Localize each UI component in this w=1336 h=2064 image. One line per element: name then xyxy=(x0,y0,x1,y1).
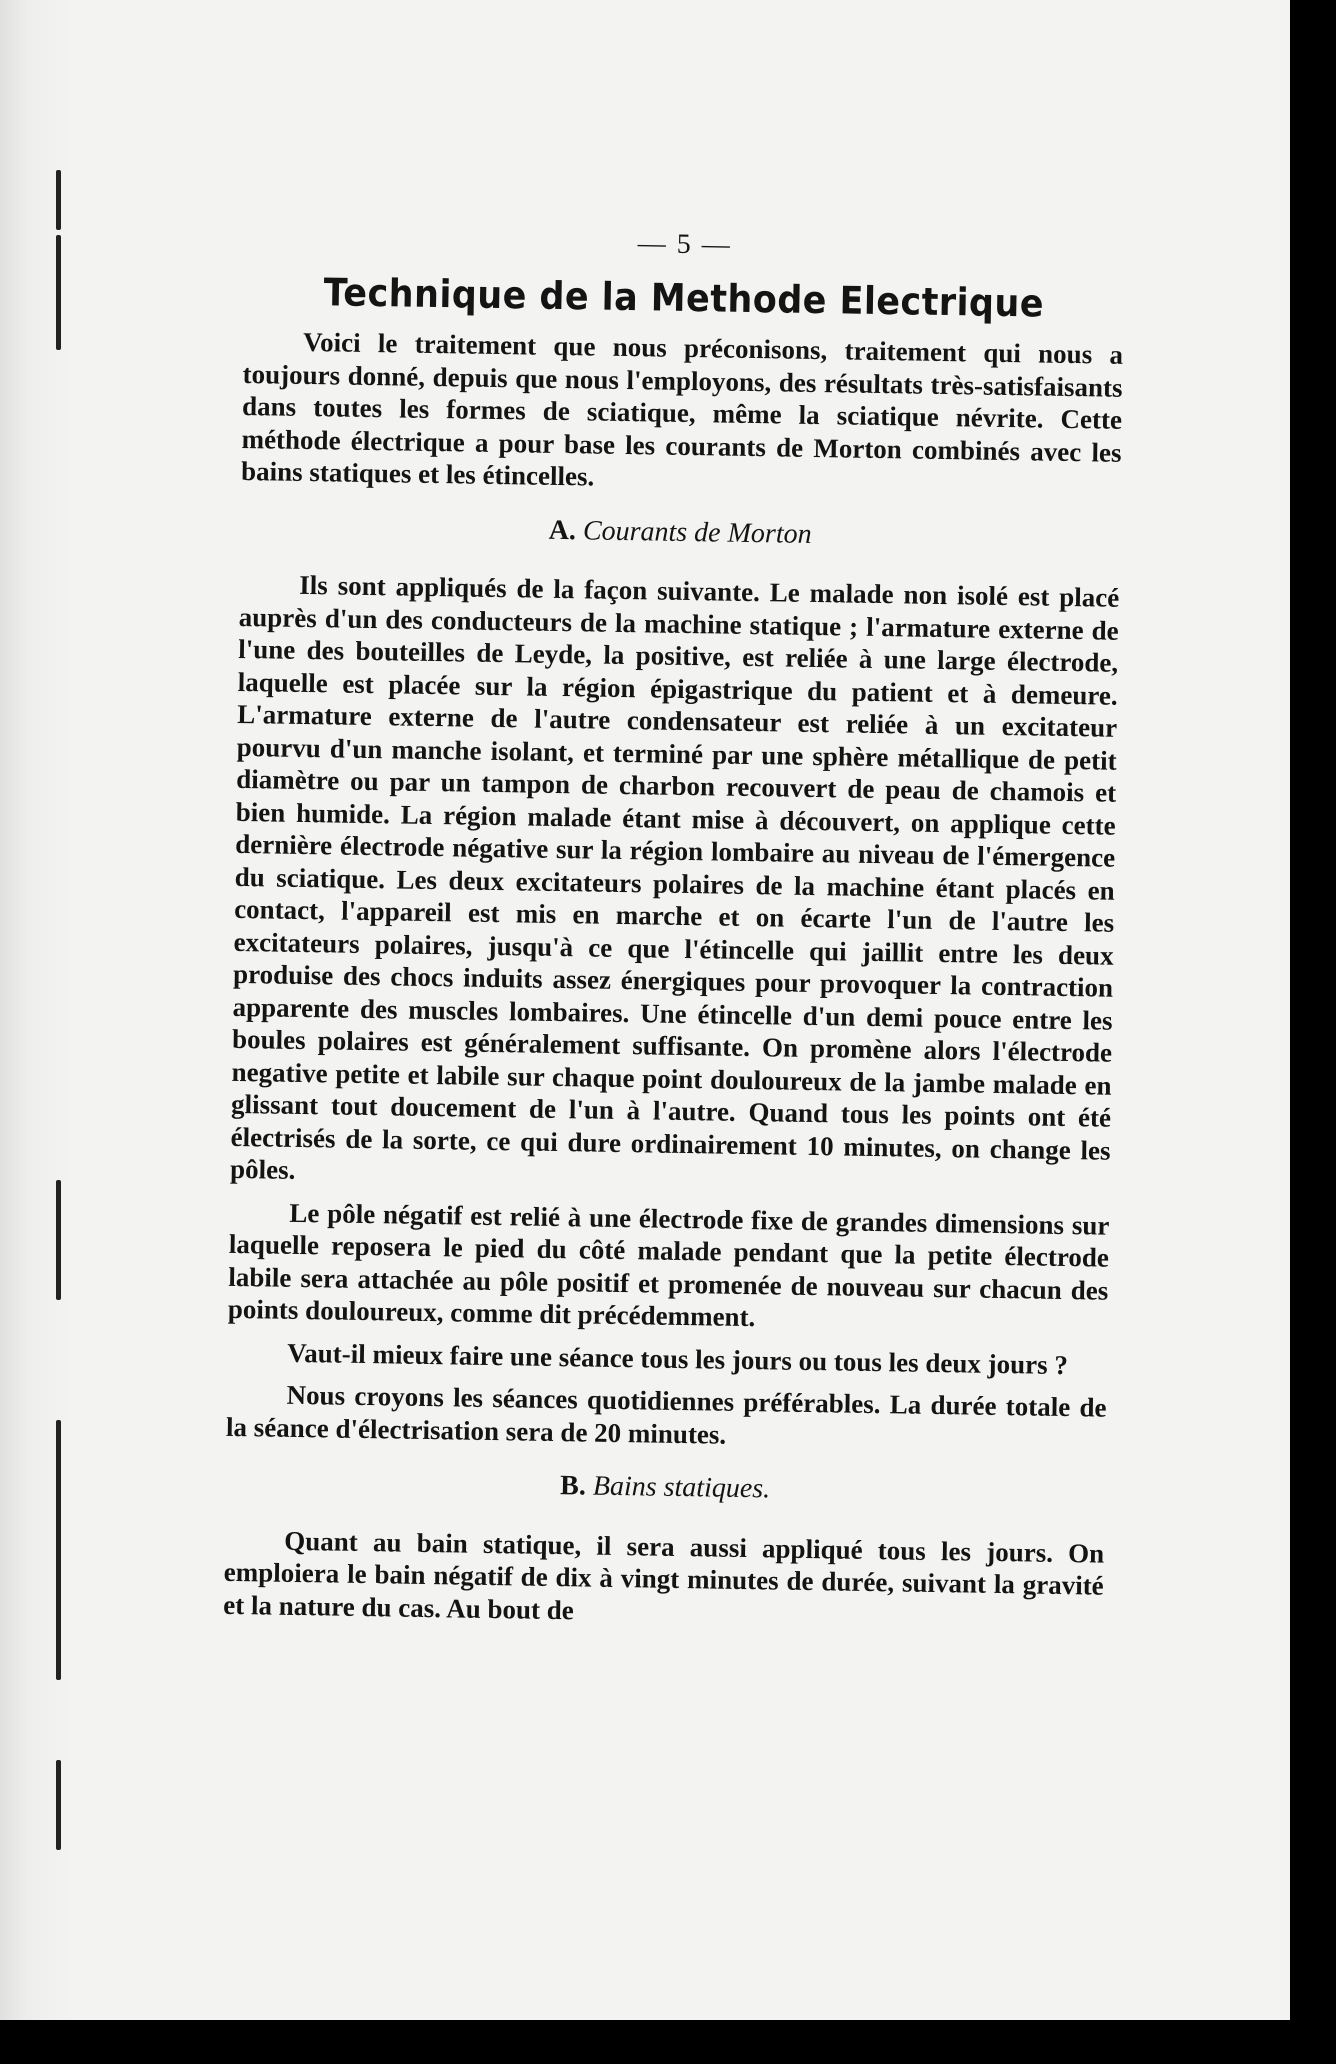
paragraph: Vaut-il mieux faire une séance tous les jours ou tous les deux jours ? xyxy=(287,1337,1069,1380)
section-b-heading xyxy=(225,1465,1105,1511)
section-b-label: B. xyxy=(559,1470,587,1502)
section-a-label: A. xyxy=(548,514,577,546)
paragraph: Le pôle négatif est relié à une électrode fixe de grandes dimensions sur laquelle reposera le pied du côté malade pendant que la petite électrode labile sera attachée au pôle positif et promenée de nouveau sur chacun des points douloureux, comme dit précédemment. xyxy=(227,1197,1110,1333)
binding-mark xyxy=(56,1760,61,1850)
page-number: — 5 — xyxy=(637,228,732,261)
binding-mark xyxy=(56,170,61,230)
section-a-heading xyxy=(240,509,1120,555)
paragraph: Quant au bain statique, il sera aussi appliqué tous les jours. On emploiera le bain négatif de dix à vingt minutes de durée, suivant la gravité et la nature du cas. Au bout de xyxy=(223,1525,1105,1625)
page-text xyxy=(223,222,1125,1645)
binding-mark xyxy=(56,1420,61,1680)
binding-mark xyxy=(56,1180,61,1300)
intro-paragraph: Voici le traitement que nous préconisons, traitement qui nous a toujours donné, depuis que nous l'employons, des résultats très-satisfaisants dans toutes les formes de sciatique, même la sciatique névrite. Cette méthode électrique a pour base les courants de Morton combinés avec les bains statiques et les étincelles. xyxy=(240,326,1124,492)
binding-mark xyxy=(56,235,61,350)
paragraph: Ils sont appliqués de la façon suivante. Le malade non isolé est placé auprès d'un des conducteurs de la machine statique ; l'armature externe de l'une des bouteilles de Leyde, la positive, est reliée à une large électrode, laquelle est placée sur la région épigastrique du patient et à demeure. L'armature externe de l'autre condensateur est reliée à un excitateur pourvu d'un manche isolant, et terminé par une sphère métallique de petit diamètre ou par un tampon de charbon recouvert de peau de chamois et bien humide. La région malade étant mise à découvert, on applique cette dernière électrode négative sur la région lombaire au niveau de l'émergence du sciatique. Les deux excitateurs polaires de la machine étant placés en contact, l'appareil est mis en marche et on écarte l'un de l'autre les excitateurs polaires, jusqu'à ce que l'étincelle qui jaillit entre les deux produise des chocs induits assez énergiques pour provoquer la contraction apparente des muscles lombaires. Une étincelle d'un demi pouce entre les boules polaires est généralement suffisante. On promène alors l'électrode negative petite et labile sur chaque point douloureux de la jambe malade en glissant tout doucement de l'un à l'autre. Quand tous les points ont été électrisés de la sorte, ce qui dure ordinairement 10 minutes, on change les pôles. xyxy=(229,569,1120,1185)
paragraph: Nous croyons les séances quotidiennes préférables. La durée totale de la séance d'électrisation sera de 20 minutes. xyxy=(225,1379,1107,1450)
page-title: Technique de la Methode Electrique xyxy=(323,269,1045,326)
section-a-name: Courants de Morton xyxy=(582,514,812,550)
section-b-name: Bains statiques. xyxy=(592,1470,771,1505)
